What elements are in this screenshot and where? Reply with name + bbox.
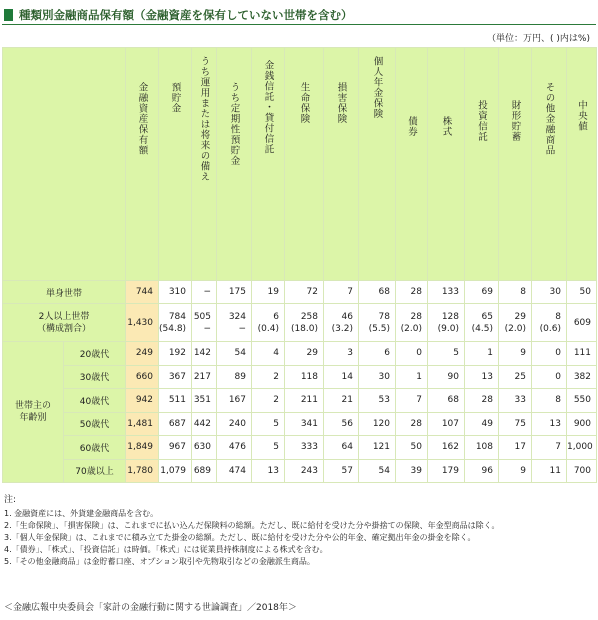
col-header-6: 損害保険 [324,48,359,281]
cell: 69 [465,281,499,304]
unit-note: （単位：万円、( )内は%) [487,34,590,44]
cell: 0 [396,342,428,366]
note-item: 1. 金融資産には、外貨建金融商品を含む。 [4,509,159,518]
cell: 39 [396,459,428,483]
col-header-13: 中央値 [567,48,597,281]
note-item: 4.「債券」、「株式」、「投資信託」は時価。「株式」には従業員持株制度による株式を含む。 [4,545,328,554]
title-square-icon [4,9,13,21]
cell: 1,780 [126,459,159,483]
cell: 5 [252,412,285,436]
cell: 33 [499,389,532,413]
cell: 310 [159,281,192,304]
cell: 30 [359,365,396,389]
col-header-10: 投資信託 [465,48,499,281]
cell: 107 [428,412,465,436]
cell: 108 [465,436,499,460]
row-label-age: 60歳代 [64,436,126,460]
cell: 6 [359,342,396,366]
cell: 7 [396,389,428,413]
holdings-table-wrap [2,47,596,483]
cell: 476 [217,436,252,460]
cell: 21 [324,389,359,413]
cell: 382 [567,365,597,389]
cell: 162 [428,436,465,460]
cell: 50 [567,281,597,304]
cell: 78 (5.5) [359,304,396,342]
table-row-age [3,365,597,389]
row-label-single: 単身世帯 [3,281,126,304]
cell: 28 [465,389,499,413]
row-label-multi-line2: （構成割合） [36,323,91,334]
row-label-multi-line1: 2人以上世帯 [38,311,90,322]
cell: 68 [359,281,396,304]
cell: 900 [567,412,597,436]
cell: 609 [567,304,597,342]
cell: 53 [359,389,396,413]
cell: 784 (54.8) [159,304,192,342]
page-title: 種類別金融商品保有額（金融資産を保有していない世帯を含む） [19,8,353,22]
cell: 175 [217,281,252,304]
group-label-line2: 年齢別 [19,413,47,423]
cell: 511 [159,389,192,413]
cell: 28 [396,412,428,436]
cell: 64 [324,436,359,460]
note-item: 5.「その他金融商品」は金貯蓄口座、オプション取引や先物取引などの金融派生商品。 [4,557,315,566]
table-row-age [3,389,597,413]
cell: 7 [532,436,567,460]
col-header-4: 金銭信託・貸付信託 [252,48,285,281]
cell: 167 [217,389,252,413]
cell: 19 [252,281,285,304]
cell: 7 [324,281,359,304]
cell: 29 [285,342,324,366]
table-row-age [3,436,597,460]
cell: 75 [499,412,532,436]
cell: 29 (2.0) [499,304,532,342]
cell: 121 [359,436,396,460]
cell: 133 [428,281,465,304]
cell: 17 [499,436,532,460]
cell: 243 [285,459,324,483]
col-header-1: 預貯金 [159,48,192,281]
table-row-single [3,281,597,304]
cell: 474 [217,459,252,483]
cell: 630 [192,436,217,460]
col-header-8: 債券 [396,48,428,281]
header-corner [3,48,126,281]
cell: 1,430 [126,304,159,342]
row-label-age: 50歳代 [64,412,126,436]
cell: 6 (0.4) [252,304,285,342]
cell: 700 [567,459,597,483]
row-label-multi [3,304,126,342]
col-header-2: うち運用または将来の備え [192,48,217,281]
col-header-0: 金融資産保有額 [126,48,159,281]
col-header-11: 財形貯蓄 [499,48,532,281]
row-label-age: 30歳代 [64,365,126,389]
holdings-table [2,47,597,483]
cell: 54 [359,459,396,483]
row-label-age: 70歳以上 [64,459,126,483]
cell: 120 [359,412,396,436]
cell: 660 [126,365,159,389]
cell: 65 (4.5) [465,304,499,342]
cell: 1,000 [567,436,597,460]
cell: 118 [285,365,324,389]
cell: 1,849 [126,436,159,460]
cell: 367 [159,365,192,389]
cell: 11 [532,459,567,483]
cell: 1,481 [126,412,159,436]
table-row-age [3,342,597,366]
cell: 341 [285,412,324,436]
cell: 1,079 [159,459,192,483]
cell: 505 − [192,304,217,342]
cell: 14 [324,365,359,389]
cell: 333 [285,436,324,460]
title-divider [2,24,596,25]
table-row-age [3,459,597,483]
cell: 90 [428,365,465,389]
cell: 689 [192,459,217,483]
group-label-line1: 世帯主の [14,401,51,411]
source-credit: ＜金融広報中央委員会「家計の金融行動に関する世論調査」／2018年＞ [4,603,297,613]
cell: 967 [159,436,192,460]
cell: 49 [465,412,499,436]
cell: 72 [285,281,324,304]
cell: 192 [159,342,192,366]
cell: 13 [252,459,285,483]
cell: 9 [499,459,532,483]
cell: 28 (2.0) [396,304,428,342]
note-item: 3.「個人年金保険」は、これまでに積み立てた掛金の総額。ただし、既に給付を受けた分や公的年金、確定拠出年金の掛金を除く。 [4,533,476,542]
col-header-3: うち定期性預貯金 [217,48,252,281]
cell: 142 [192,342,217,366]
cell: 217 [192,365,217,389]
cell: 2 [252,389,285,413]
col-header-9: 株式 [428,48,465,281]
cell: 30 [532,281,567,304]
row-label-age: 20歳代 [64,342,126,366]
cell: − [192,281,217,304]
cell: 57 [324,459,359,483]
row-label-age: 40歳代 [64,389,126,413]
table-row-multi [3,304,597,342]
cell: 111 [567,342,597,366]
cell: 96 [465,459,499,483]
col-header-5: 生命保険 [285,48,324,281]
note-item: 2.「生命保険」、「損害保険」は、これまでに払い込んだ保険料の総額。ただし、既に給付を受けた分や掛捨ての保険、年金型商品は除く。 [4,521,500,530]
cell: 8 [532,389,567,413]
cell: 744 [126,281,159,304]
cell: 3 [324,342,359,366]
notes-title: 注: [4,495,17,505]
cell: 13 [532,412,567,436]
cell: 1 [396,365,428,389]
group-label-age [3,342,64,483]
cell: 442 [192,412,217,436]
cell: 351 [192,389,217,413]
cell: 324 − [217,304,252,342]
cell: 5 [252,436,285,460]
cell: 211 [285,389,324,413]
cell: 50 [396,436,428,460]
cell: 28 [396,281,428,304]
cell: 68 [428,389,465,413]
cell: 46 (3.2) [324,304,359,342]
cell: 240 [217,412,252,436]
cell: 550 [567,389,597,413]
cell: 5 [428,342,465,366]
cell: 13 [465,365,499,389]
cell: 942 [126,389,159,413]
cell: 54 [217,342,252,366]
cell: 1 [465,342,499,366]
cell: 687 [159,412,192,436]
cell: 4 [252,342,285,366]
cell: 258 (18.0) [285,304,324,342]
title-bar [2,6,596,24]
cell: 249 [126,342,159,366]
table-row-age [3,412,597,436]
cell: 0 [532,342,567,366]
cell: 8 [499,281,532,304]
cell: 2 [252,365,285,389]
col-header-12: その他金融商品 [532,48,567,281]
notes [4,494,594,568]
col-header-7: 個人年金保険 [359,48,396,281]
cell: 8 (0.6) [532,304,567,342]
cell: 0 [532,365,567,389]
cell: 179 [428,459,465,483]
cell: 128 (9.0) [428,304,465,342]
cell: 89 [217,365,252,389]
cell: 56 [324,412,359,436]
cell: 9 [499,342,532,366]
cell: 25 [499,365,532,389]
